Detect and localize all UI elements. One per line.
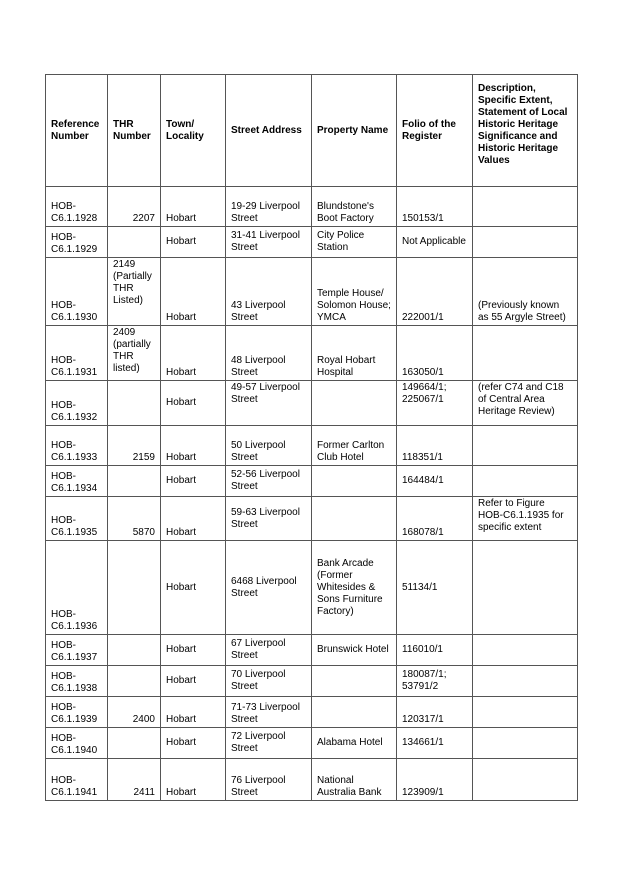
cell-folio: 134661/1 [397, 728, 473, 759]
cell-town: Hobart [161, 635, 226, 666]
cell-reference: HOB-C6.1.1928 [46, 187, 108, 227]
cell-description: (Previously known as 55 Argyle Street) [473, 258, 578, 326]
cell-property: Former Carlton Club Hotel [312, 426, 397, 466]
header-row [46, 75, 578, 187]
cell-thr [108, 381, 161, 426]
cell-folio: 149664/1; 225067/1 [397, 381, 473, 426]
cell-reference: HOB-C6.1.1935 [46, 497, 108, 541]
cell-street: 71-73 Liverpool Street [226, 697, 312, 728]
cell-town: Hobart [161, 466, 226, 497]
header-folio: Folio of the Register [397, 75, 473, 187]
table-row [46, 426, 578, 466]
table-row [46, 666, 578, 697]
cell-thr: 2149 (Partially THR Listed) [108, 258, 161, 326]
cell-property [312, 466, 397, 497]
header-property-name: Property Name [312, 75, 397, 187]
cell-street: 59-63 Liverpool Street [226, 497, 312, 541]
header-town-locality: Town/ Locality [161, 75, 226, 187]
cell-folio: 116010/1 [397, 635, 473, 666]
cell-town: Hobart [161, 728, 226, 759]
cell-thr: 2400 [108, 697, 161, 728]
cell-description [473, 426, 578, 466]
cell-description [473, 759, 578, 801]
table-row [46, 635, 578, 666]
cell-reference: HOB-C6.1.1936 [46, 541, 108, 635]
table-row [46, 381, 578, 426]
cell-property: National Australia Bank [312, 759, 397, 801]
cell-street: 67 Liverpool Street [226, 635, 312, 666]
cell-street: 50 Liverpool Street [226, 426, 312, 466]
cell-thr: 2159 [108, 426, 161, 466]
cell-thr: 2409 (partially THR listed) [108, 326, 161, 381]
cell-town: Hobart [161, 541, 226, 635]
cell-street: 76 Liverpool Street [226, 759, 312, 801]
cell-town: Hobart [161, 697, 226, 728]
cell-reference: HOB-C6.1.1933 [46, 426, 108, 466]
cell-description [473, 326, 578, 381]
heritage-register-table [45, 74, 578, 801]
cell-folio: Not Applicable [397, 227, 473, 258]
cell-thr [108, 635, 161, 666]
cell-town: Hobart [161, 326, 226, 381]
cell-property [312, 697, 397, 728]
cell-property: City Police Station [312, 227, 397, 258]
cell-folio: 118351/1 [397, 426, 473, 466]
cell-property: Alabama Hotel [312, 728, 397, 759]
cell-folio: 163050/1 [397, 326, 473, 381]
cell-reference: HOB-C6.1.1929 [46, 227, 108, 258]
cell-reference: HOB-C6.1.1934 [46, 466, 108, 497]
table-row [46, 728, 578, 759]
cell-property: Brunswick Hotel [312, 635, 397, 666]
cell-folio: 168078/1 [397, 497, 473, 541]
cell-thr: 2411 [108, 759, 161, 801]
cell-description [473, 635, 578, 666]
cell-town: Hobart [161, 187, 226, 227]
cell-thr: 5870 [108, 497, 161, 541]
cell-folio: 180087/1; 53791/2 [397, 666, 473, 697]
cell-street: 72 Liverpool Street [226, 728, 312, 759]
cell-reference: HOB-C6.1.1938 [46, 666, 108, 697]
cell-description: (refer C74 and C18 of Central Area Heritage Review) [473, 381, 578, 426]
table-row [46, 326, 578, 381]
cell-thr [108, 466, 161, 497]
cell-property [312, 497, 397, 541]
table-row [46, 497, 578, 541]
table-row [46, 466, 578, 497]
cell-property: Royal Hobart Hospital [312, 326, 397, 381]
cell-thr [108, 227, 161, 258]
cell-reference: HOB-C6.1.1937 [46, 635, 108, 666]
cell-description [473, 466, 578, 497]
cell-street: 6468 Liverpool Street [226, 541, 312, 635]
cell-description [473, 728, 578, 759]
header-street-address: Street Address [226, 75, 312, 187]
cell-thr [108, 541, 161, 635]
cell-town: Hobart [161, 666, 226, 697]
cell-town: Hobart [161, 426, 226, 466]
cell-street: 70 Liverpool Street [226, 666, 312, 697]
cell-town: Hobart [161, 258, 226, 326]
cell-property [312, 381, 397, 426]
cell-description [473, 697, 578, 728]
cell-town: Hobart [161, 381, 226, 426]
cell-folio: 150153/1 [397, 187, 473, 227]
cell-description: Refer to Figure HOB-C6.1.1935 for specific extent [473, 497, 578, 541]
cell-street: 49-57 Liverpool Street [226, 381, 312, 426]
cell-reference: HOB-C6.1.1931 [46, 326, 108, 381]
cell-reference: HOB-C6.1.1930 [46, 258, 108, 326]
table-row [46, 541, 578, 635]
cell-street: 31-41 Liverpool Street [226, 227, 312, 258]
cell-street: 19-29 Liverpool Street [226, 187, 312, 227]
cell-folio: 123909/1 [397, 759, 473, 801]
header-thr-number: THR Number [108, 75, 161, 187]
cell-property: Temple House/ Solomon House; YMCA [312, 258, 397, 326]
table-row [46, 187, 578, 227]
cell-thr [108, 666, 161, 697]
table-row [46, 759, 578, 801]
cell-thr [108, 728, 161, 759]
cell-street: 48 Liverpool Street [226, 326, 312, 381]
cell-description [473, 666, 578, 697]
cell-reference: HOB-C6.1.1940 [46, 728, 108, 759]
cell-street: 52-56 Liverpool Street [226, 466, 312, 497]
cell-description [473, 187, 578, 227]
cell-thr: 2207 [108, 187, 161, 227]
cell-folio: 164484/1 [397, 466, 473, 497]
table-row [46, 227, 578, 258]
cell-folio: 222001/1 [397, 258, 473, 326]
header-description: Description, Specific Extent, Statement of Local Historic Heritage Significance and Historic Heritage Values [473, 75, 578, 187]
cell-street: 43 Liverpool Street [226, 258, 312, 326]
cell-town: Hobart [161, 227, 226, 258]
cell-reference: HOB-C6.1.1941 [46, 759, 108, 801]
cell-town: Hobart [161, 497, 226, 541]
cell-property [312, 666, 397, 697]
cell-description [473, 541, 578, 635]
cell-town: Hobart [161, 759, 226, 801]
cell-reference: HOB-C6.1.1932 [46, 381, 108, 426]
cell-description [473, 227, 578, 258]
cell-folio: 51134/1 [397, 541, 473, 635]
cell-reference: HOB-C6.1.1939 [46, 697, 108, 728]
cell-property: Blundstone's Boot Factory [312, 187, 397, 227]
header-reference-number: Reference Number [46, 75, 108, 187]
table-row [46, 258, 578, 326]
table-row [46, 697, 578, 728]
cell-property: Bank Arcade (Former Whitesides & Sons Furniture Factory) [312, 541, 397, 635]
cell-folio: 120317/1 [397, 697, 473, 728]
